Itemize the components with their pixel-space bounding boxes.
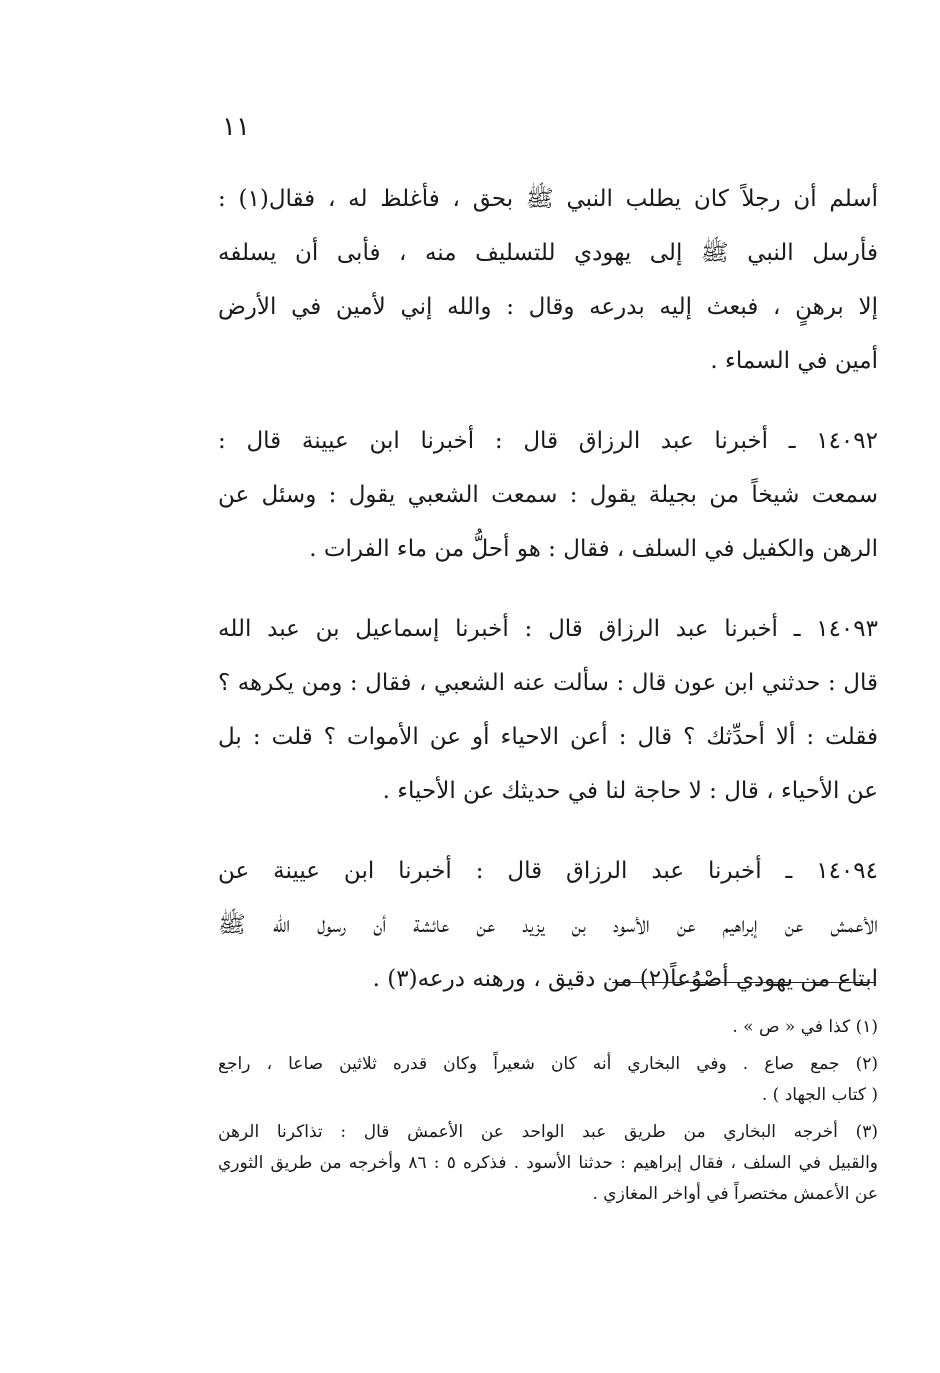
text-line: ١٤٠٩٤ ـ أخبرنا عبد الرزاق قال : أخبرنا ابن عيينة عن bbox=[218, 858, 878, 884]
text-line: إلا برهنٍ ، فبعث إليه بدرعه وقال : والله إني لأمين في الأرض bbox=[218, 294, 878, 320]
text-line: سمعت شيخاً من بجيلة يقول : سمعت الشعبي يقول : وسئل عن bbox=[218, 482, 878, 508]
text-line: الرهن والكفيل في السلف ، فقال : هو أحلُّ من ماء الفرات . bbox=[309, 536, 878, 562]
footnote-line: (١) كذا في « ص » . bbox=[732, 1017, 878, 1037]
footnotes bbox=[218, 1012, 878, 1216]
text-line: أمين في السماء . bbox=[710, 348, 878, 374]
text-line: ١٤٠٩٢ ـ أخبرنا عبد الرزاق قال : أخبرنا ابن عيينة قال : bbox=[218, 428, 878, 454]
hadith-14092 bbox=[218, 414, 878, 576]
hadith-14093 bbox=[218, 602, 878, 818]
footnote-1 bbox=[218, 1012, 878, 1043]
footnote-3 bbox=[218, 1117, 878, 1210]
footnote-2 bbox=[218, 1049, 878, 1111]
paragraph-continuation bbox=[218, 172, 878, 388]
text-line: فقلت : ألا أحدِّثك ؟ قال : أعن الاحياء أو عن الأموات ؟ قلت : بل bbox=[218, 724, 878, 750]
footnote-line: ( كتاب الجهاد ) . bbox=[761, 1085, 878, 1105]
text-line: عن الأحياء ، قال : لا حاجة لنا في حديثك عن الأحياء . bbox=[382, 778, 878, 804]
text-line: ١٤٠٩٣ ـ أخبرنا عبد الرزاق قال : أخبرنا إسماعيل بن عبد الله bbox=[218, 616, 878, 642]
text-line: قال : حدثني ابن عون قال : سألت عنه الشعبي ، فقال : ومن يكرهه ؟ bbox=[218, 670, 878, 696]
footnote-line: (٣) أخرجه البخاري من طريق عبد الواحد عن الأعمش قال : تذاكرنا الرهن bbox=[218, 1122, 878, 1142]
footnote-line: والقبيل في السلف ، فقال إبراهيم : حدثنا الأسود . فذكره ٥ : ٨٦ وأخرجه من طريق الثوري bbox=[218, 1153, 878, 1173]
text-line: ابتاع من يهودي أصْوُعاً(٢) من دقيق ، ورهنه درعه(٣) . bbox=[372, 966, 878, 992]
text-line: فأرسل النبي ﷺ إلى يهودي للتسليف منه ، فأبى أن يسلفه bbox=[218, 240, 878, 266]
page-number: ١١ bbox=[222, 112, 250, 142]
footnote-line: (٢) جمع صاع . وفي البخاري أنه كان شعيراً وكان قدره ثلاثين صاعا ، راجع bbox=[218, 1054, 878, 1074]
main-text bbox=[218, 172, 878, 1032]
footnote-line: عن الأعمش مختصراً في أواخر المغازي . bbox=[592, 1184, 878, 1204]
text-line: الأعمش عن إبراهيم عن الأسود بن يزيد عن عائشة أن رسول الله ﷺ bbox=[218, 912, 878, 938]
footnote-separator bbox=[612, 982, 876, 983]
text-line: أسلم أن رجلاً كان يطلب النبي ﷺ بحق ، فأغلظ له ، فقال(١) : bbox=[218, 186, 878, 212]
